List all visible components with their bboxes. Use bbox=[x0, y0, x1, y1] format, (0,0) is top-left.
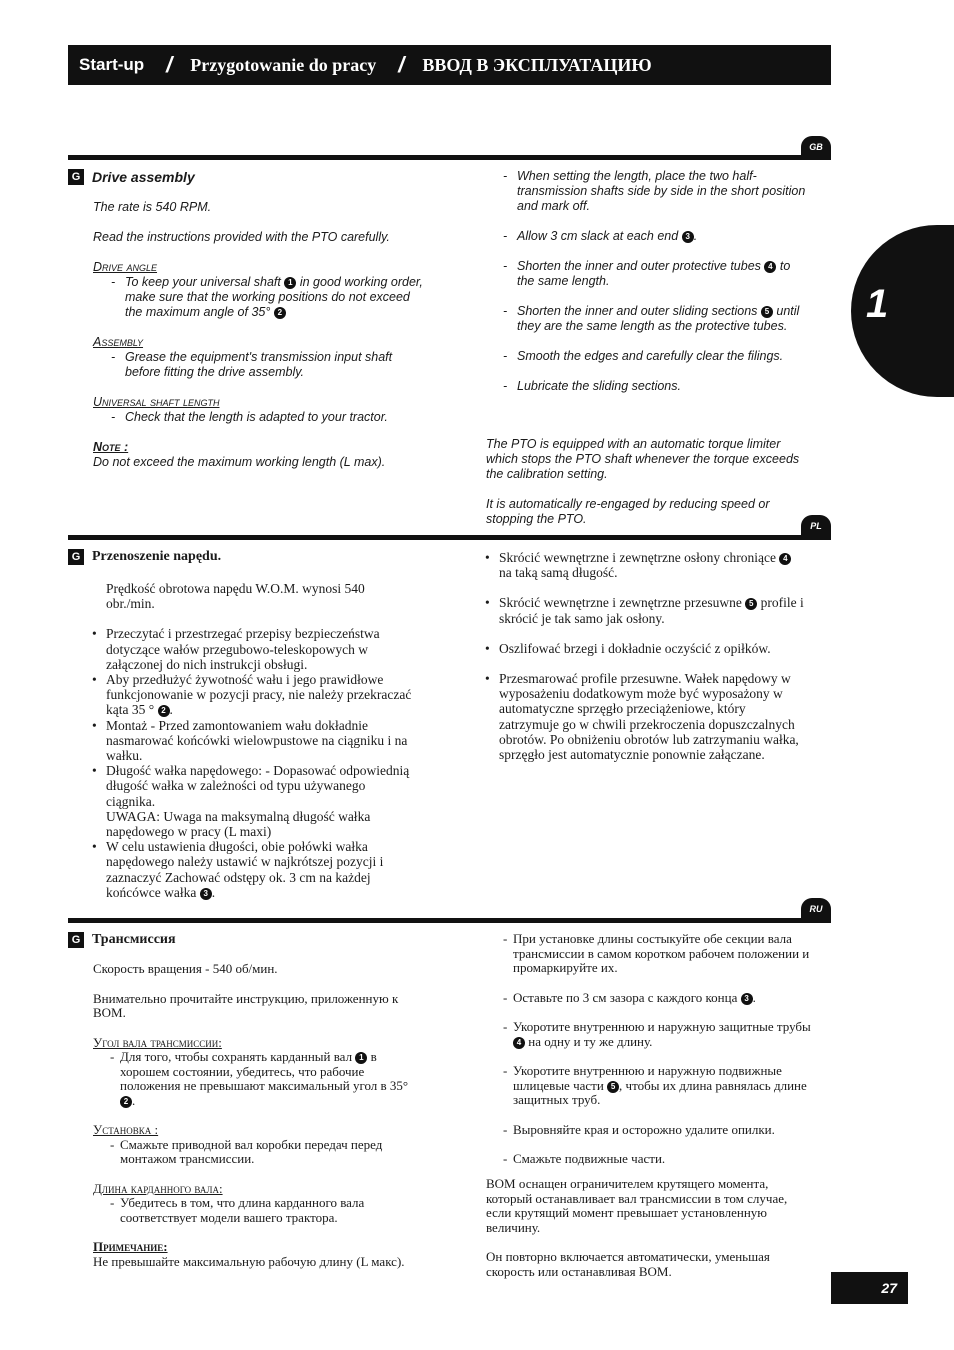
list-item: - Smooth the edges and carefully clear the filings. bbox=[503, 349, 784, 363]
shaft-length-label: Universal shaft length bbox=[93, 395, 220, 409]
list-item: • Długość wałka napędowego: - Dopasować odpowiednią długość wałka w zależności od typu używanego ciągnika. UWAGA: Uwaga na maksymalną długość wałka napędowego w pracy (L maxi) bbox=[92, 763, 410, 840]
list-item: - Shorten the inner and outer protective tubes 4 to the same length. bbox=[503, 259, 791, 288]
chapter-number: 1 bbox=[866, 282, 889, 326]
section-heading-pl bbox=[68, 549, 221, 565]
header-polish: Przygotowanie do pracy bbox=[190, 54, 377, 75]
list-item: - При установке длины состыкуйте обе секции вала трансмиссии в самом коротком рабочем положении и промаркируйте их. bbox=[503, 931, 810, 975]
section-title: Drive assembly bbox=[92, 169, 195, 185]
section-title: Przenoszenie napędu. bbox=[92, 549, 222, 564]
callout-1-icon: 1 bbox=[284, 277, 296, 289]
read-text: Read the instructions provided with the PTO carefully. bbox=[93, 230, 390, 244]
list-item: - Выровняйте края и осторожно удалите опилки. bbox=[503, 1121, 775, 1137]
speed-text: Скорость вращения - 540 об/мин. bbox=[93, 961, 278, 976]
rate-text: The rate is 540 RPM. bbox=[93, 200, 212, 214]
callout-4-icon: 4 bbox=[513, 1037, 525, 1049]
header-slash: / bbox=[398, 52, 405, 77]
gb-left-column bbox=[93, 200, 423, 470]
lang-badge-ru: RU bbox=[801, 898, 831, 920]
list-item: - Allow 3 cm slack at each end 3 . bbox=[503, 229, 698, 243]
drive-angle-label: Drive angle bbox=[93, 260, 158, 274]
list-item: • W celu ustawienia długości, obie połówki wałka napędowego należy ustawić w najkrótszej pozycji i zaznaczyć Zachować odstępy ok. 3 cm na każdej końcówce wałka 3 . bbox=[92, 839, 384, 900]
assembly-label: Установка : bbox=[93, 1122, 159, 1137]
reengage-paragraph: Он повторно включается автоматически, уменьшая скорость или останавливая ВОМ. bbox=[486, 1249, 770, 1279]
header-start-up: Start-up bbox=[79, 55, 145, 74]
list-item: • Przesmarować profile przesuwne. Wałek napędowy w wyposażeniu dodatkowym może być wyposażony w automatyczne sprzęgło przeciążeniowe, który zatrzymuje go w chwili przekroczenia dopuszczalnych obrotów. Po obniżeniu obrotów lub zatrzymaniu wałka, sprzęgło jest automatycznie ponownie załączane. bbox=[485, 671, 799, 763]
list-item: • Skrócić wewnętrzne i zewnętrzne osłony chroniące 4 na taką samą długość. bbox=[485, 550, 807, 580]
list-item: • Skrócić wewnętrzne i zewnętrzne przesuwne 5 profile i skrócić je tak samo jak osłony. bbox=[485, 595, 804, 626]
ru-right-column bbox=[503, 932, 813, 1167]
list-item: - Смажьте подвижные части. bbox=[503, 1151, 666, 1166]
callout-3-icon: 3 bbox=[200, 888, 212, 900]
lang-badge-pl: PL bbox=[801, 515, 831, 537]
speed-text: Prędkość obrotowa napędu W.O.M. wynosi 540 obr./min. bbox=[106, 581, 365, 612]
list-item: - Lubricate the sliding sections. bbox=[503, 379, 681, 393]
list-item: • Oszlifować brzegi i dokładnie oczyścić z opiłków. bbox=[485, 640, 771, 656]
section-rule-pl bbox=[68, 535, 831, 540]
callout-5-icon: 5 bbox=[761, 306, 773, 318]
length-label: Длина карданного вала: bbox=[93, 1180, 223, 1196]
list-item: - Укоротите внутреннюю и наружную подвижные шлицевые части 5 , чтобы их длина равнялась длине защитных труб. bbox=[503, 1063, 807, 1107]
g-marker: G bbox=[68, 169, 84, 185]
section-heading-ru bbox=[68, 932, 176, 948]
callout-4-icon: 4 bbox=[764, 261, 776, 273]
callout-5-icon: 5 bbox=[745, 598, 757, 610]
gb-right-column bbox=[503, 169, 808, 394]
callout-4-icon: 4 bbox=[779, 553, 791, 565]
ru-torque-note bbox=[486, 1177, 808, 1279]
callout-2-icon: 2 bbox=[120, 1096, 132, 1108]
g-marker: G bbox=[68, 549, 84, 565]
section-title: Трансмиссия bbox=[92, 932, 176, 947]
callout-1-icon: 1 bbox=[355, 1052, 367, 1064]
callout-3-icon: 3 bbox=[741, 993, 753, 1005]
gb-torque-note bbox=[486, 437, 811, 527]
note-text: Не превышайте максимальную рабочую длину (L макс). bbox=[93, 1253, 405, 1269]
note-label: Примечание: bbox=[93, 1239, 168, 1254]
list-item: - Оставьте по 3 см зазора с каждого конца 3 . bbox=[503, 989, 756, 1005]
list-item: - Убедитесь в том, что длина карданного вала соответствует модели вашего трактора. bbox=[110, 1195, 365, 1225]
list-item: - Для того, чтобы сохранять карданный вал 1 в хорошем состоянии, убедитесь, что рабочие положения не превышают максимальный угол в 35° 2 . bbox=[110, 1049, 409, 1108]
list-item: • Aby przedłużyć żywotność wału i jego prawidłowe funkcjonowanie w pozycji pracy, nie należy przekraczać kąta 35 ° 2 . bbox=[92, 672, 412, 718]
callout-2-icon: 2 bbox=[274, 307, 286, 319]
torque-paragraph: The PTO is equipped with an automatic torque limiter which stops the PTO shaft whenever the torque exceeds the calibration setting. bbox=[486, 437, 800, 481]
list-item: - Shorten the inner and outer sliding sections 5 until they are the same length as the protective tubes. bbox=[503, 304, 800, 333]
header-slash: / bbox=[166, 52, 173, 77]
page-header bbox=[68, 45, 831, 85]
list-item: - Grease the equipment's transmission input shaft before fitting the drive assembly. bbox=[111, 350, 393, 379]
pl-right-column bbox=[485, 550, 807, 762]
read-text: Внимательно прочитайте инструкцию, приложенную к ВОМ. bbox=[93, 990, 399, 1020]
pl-left-column bbox=[92, 581, 416, 900]
note-text: Do not exceed the maximum working length (L max). bbox=[93, 455, 386, 469]
list-item: - When setting the length, place the two half-transmission shafts side by side in the short position and mark off. bbox=[503, 169, 806, 213]
header-russian: ВВОД В ЭКСПЛУАТАЦИЮ bbox=[422, 54, 652, 75]
g-marker: G bbox=[68, 932, 84, 948]
callout-5-icon: 5 bbox=[607, 1081, 619, 1093]
list-item: - Смажьте приводной вал коробки передач перед монтажом трансмиссии. bbox=[110, 1136, 383, 1166]
lang-badge-gb: GB bbox=[801, 136, 831, 158]
list-item: - Check that the length is adapted to your tractor. bbox=[111, 410, 388, 424]
list-item: • Montaż - Przed zamontowaniem wału dokładnie nasmarować końcówki wielowpustowe na ciągniku i na wałku. bbox=[92, 717, 408, 764]
section-rule-gb bbox=[68, 155, 831, 160]
page-number: 27 bbox=[831, 1272, 908, 1304]
callout-3-icon: 3 bbox=[682, 231, 694, 243]
list-item: • Przeczytać i przestrzegać przepisy bezpieczeństwa dotyczące wałów przegubowo-teleskopowych w załączonej do nich instrukcji obsługi. bbox=[92, 626, 380, 672]
angle-label: Угол вала трансмиссии: bbox=[93, 1034, 222, 1050]
reengage-paragraph: It is automatically re-engaged by reducing speed or stopping the PTO. bbox=[486, 497, 770, 526]
section-heading-gb bbox=[68, 169, 195, 185]
list-item: - Укоротите внутреннюю и наружную защитные трубы 4 на одну и ту же длину. bbox=[503, 1019, 811, 1049]
torque-paragraph: ВОМ оснащен ограничителем крутящего момента, который останавливает вал трансмиссии в том случае, если крутящий момент превышает установленную величину. bbox=[486, 1176, 788, 1235]
list-item: - To keep your universal shaft 1 in good working order, make sure that the working positions do not exceed the maximum angle of 35° 2 bbox=[111, 275, 423, 319]
note-label: Note : bbox=[93, 440, 129, 454]
ru-left-column bbox=[93, 962, 423, 1269]
section-rule-ru bbox=[68, 918, 831, 923]
assembly-label: Assembly bbox=[93, 335, 144, 349]
callout-2-icon: 2 bbox=[158, 705, 170, 717]
